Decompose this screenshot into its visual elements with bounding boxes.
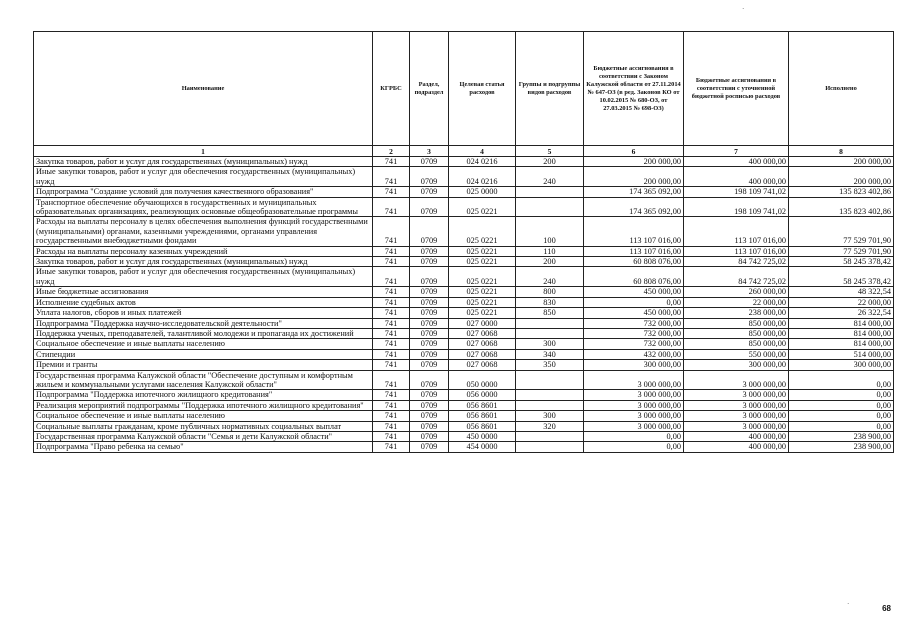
row-section-cell: 0709	[410, 217, 449, 246]
table-row	[34, 246, 894, 256]
row-group-cell: 240	[516, 267, 584, 287]
row-kgrbs-cell: 741	[373, 257, 410, 267]
row-kgrbs-cell: 741	[373, 246, 410, 256]
row-name-cell: Расходы на выплаты персоналу казенных учреждений	[34, 246, 373, 256]
row-section-cell: 0709	[410, 360, 449, 370]
table-row	[34, 197, 894, 217]
row-budget-law-cell: 732 000,00	[584, 318, 684, 328]
row-budget-refined-cell: 3 000 000,00	[684, 390, 789, 400]
row-executed-cell: 200 000,00	[789, 157, 894, 167]
row-name-cell: Иные закупки товаров, работ и услуг для обеспечения государственных (муниципальных) нужд	[34, 167, 373, 187]
row-budget-law-cell: 200 000,00	[584, 167, 684, 187]
row-budget-refined-cell: 3 000 000,00	[684, 370, 789, 390]
row-executed-cell: 22 000,00	[789, 297, 894, 307]
row-budget-law-cell: 732 000,00	[584, 339, 684, 349]
row-budget-law-cell: 0,00	[584, 297, 684, 307]
row-group-cell: 320	[516, 421, 584, 431]
row-name-cell: Государственная программа Калужской области "Обеспечение доступным и комфортным жильем и коммунальными услугами населения Калужской области"	[34, 370, 373, 390]
row-target-cell: 025 0221	[449, 287, 516, 297]
row-target-cell: 025 0221	[449, 257, 516, 267]
row-kgrbs-cell: 741	[373, 287, 410, 297]
row-kgrbs-cell: 741	[373, 442, 410, 452]
row-section-cell: 0709	[410, 318, 449, 328]
row-group-cell	[516, 328, 584, 338]
column-number: 8	[789, 146, 894, 157]
row-budget-refined-cell: 850 000,00	[684, 318, 789, 328]
row-group-cell	[516, 187, 584, 197]
header-target: Целевая статья расходов	[449, 32, 516, 146]
row-kgrbs-cell: 741	[373, 390, 410, 400]
row-group-cell: 830	[516, 297, 584, 307]
row-budget-refined-cell: 238 000,00	[684, 308, 789, 318]
row-name-cell: Социальные выплаты гражданам, кроме публичных нормативных социальных выплат	[34, 421, 373, 431]
row-budget-law-cell: 60 808 076,00	[584, 257, 684, 267]
row-target-cell: 027 0068	[449, 360, 516, 370]
row-name-cell: Иные закупки товаров, работ и услуг для обеспечения государственных (муниципальных) нужд	[34, 267, 373, 287]
row-group-cell	[516, 197, 584, 217]
row-name-cell: Транспортное обеспечение обучающихся в государственных и муниципальных образовательных организациях, реализующих основные общеобразовательные программы	[34, 197, 373, 217]
table-row	[34, 187, 894, 197]
row-kgrbs-cell: 741	[373, 157, 410, 167]
row-budget-refined-cell: 3 000 000,00	[684, 421, 789, 431]
row-section-cell: 0709	[410, 431, 449, 441]
table-row	[34, 360, 894, 370]
table-row	[34, 157, 894, 167]
row-budget-law-cell: 200 000,00	[584, 157, 684, 167]
row-budget-law-cell: 0,00	[584, 442, 684, 452]
row-target-cell: 025 0221	[449, 267, 516, 287]
row-budget-refined-cell: 550 000,00	[684, 349, 789, 359]
scan-speck: ·	[847, 600, 850, 608]
row-kgrbs-cell: 741	[373, 339, 410, 349]
row-kgrbs-cell: 741	[373, 421, 410, 431]
table-row	[34, 349, 894, 359]
row-target-cell: 056 0000	[449, 390, 516, 400]
row-executed-cell: 514 000,00	[789, 349, 894, 359]
row-budget-law-cell: 60 808 076,00	[584, 267, 684, 287]
row-name-cell: Премии и гранты	[34, 360, 373, 370]
table-row	[34, 257, 894, 267]
row-budget-law-cell: 3 000 000,00	[584, 421, 684, 431]
row-budget-law-cell: 0,00	[584, 431, 684, 441]
table-header-row	[34, 32, 894, 146]
row-target-cell: 025 0221	[449, 246, 516, 256]
row-name-cell: Стипендии	[34, 349, 373, 359]
row-name-cell: Расходы на выплаты персоналу в целях обеспечения выполнения функций государственными (муниципальными) органами, казенными учреждениями, органами управления государственными внебюджетными фондами	[34, 217, 373, 246]
row-executed-cell: 0,00	[789, 370, 894, 390]
row-section-cell: 0709	[410, 370, 449, 390]
row-group-cell: 800	[516, 287, 584, 297]
table-row	[34, 442, 894, 452]
row-target-cell: 027 0068	[449, 328, 516, 338]
row-name-cell: Иные бюджетные ассигнования	[34, 287, 373, 297]
row-section-cell: 0709	[410, 339, 449, 349]
row-executed-cell: 58 245 378,42	[789, 267, 894, 287]
row-section-cell: 0709	[410, 187, 449, 197]
row-group-cell	[516, 318, 584, 328]
row-group-cell	[516, 442, 584, 452]
column-number: 1	[34, 146, 373, 157]
row-executed-cell: 135 823 402,86	[789, 187, 894, 197]
row-section-cell: 0709	[410, 157, 449, 167]
table-row	[34, 390, 894, 400]
row-budget-refined-cell: 113 107 016,00	[684, 246, 789, 256]
row-group-cell: 350	[516, 360, 584, 370]
row-executed-cell: 200 000,00	[789, 167, 894, 187]
row-target-cell: 056 8601	[449, 400, 516, 410]
row-target-cell: 025 0221	[449, 197, 516, 217]
row-name-cell: Социальное обеспечение и иные выплаты населению	[34, 339, 373, 349]
row-name-cell: Исполнение судебных актов	[34, 297, 373, 307]
row-name-cell: Поддержка ученых, преподавателей, талантливой молодежи и пропаганда их достижений	[34, 328, 373, 338]
row-budget-refined-cell: 300 000,00	[684, 360, 789, 370]
row-section-cell: 0709	[410, 287, 449, 297]
row-name-cell: Подпрограмма "Поддержка научно-исследовательской деятельности"	[34, 318, 373, 328]
row-budget-refined-cell: 3 000 000,00	[684, 400, 789, 410]
row-target-cell: 025 0221	[449, 217, 516, 246]
row-name-cell: Социальное обеспечение и иные выплаты населению	[34, 411, 373, 421]
row-group-cell	[516, 400, 584, 410]
row-section-cell: 0709	[410, 442, 449, 452]
row-group-cell: 340	[516, 349, 584, 359]
header-executed: Исполнено	[789, 32, 894, 146]
row-executed-cell: 0,00	[789, 400, 894, 410]
row-kgrbs-cell: 741	[373, 400, 410, 410]
row-budget-refined-cell: 198 109 741,02	[684, 197, 789, 217]
row-budget-law-cell: 113 107 016,00	[584, 246, 684, 256]
row-budget-refined-cell: 400 000,00	[684, 167, 789, 187]
row-target-cell: 056 8601	[449, 411, 516, 421]
row-section-cell: 0709	[410, 167, 449, 187]
table-row	[34, 217, 894, 246]
row-executed-cell: 814 000,00	[789, 328, 894, 338]
row-budget-law-cell: 732 000,00	[584, 328, 684, 338]
row-target-cell: 056 8601	[449, 421, 516, 431]
column-number: 3	[410, 146, 449, 157]
row-kgrbs-cell: 741	[373, 431, 410, 441]
row-budget-law-cell: 3 000 000,00	[584, 370, 684, 390]
row-budget-refined-cell: 850 000,00	[684, 339, 789, 349]
scan-speck: ·	[742, 5, 745, 13]
row-group-cell: 200	[516, 157, 584, 167]
row-group-cell: 240	[516, 167, 584, 187]
table-row	[34, 431, 894, 441]
row-section-cell: 0709	[410, 421, 449, 431]
row-group-cell: 110	[516, 246, 584, 256]
row-kgrbs-cell: 741	[373, 297, 410, 307]
table-row	[34, 400, 894, 410]
row-name-cell: Подпрограмма "Право ребенка на семью"	[34, 442, 373, 452]
row-name-cell: Подпрограмма "Создание условий для получения качественного образования"	[34, 187, 373, 197]
row-budget-refined-cell: 113 107 016,00	[684, 217, 789, 246]
row-executed-cell: 0,00	[789, 411, 894, 421]
row-group-cell: 100	[516, 217, 584, 246]
row-group-cell: 200	[516, 257, 584, 267]
row-budget-law-cell: 432 000,00	[584, 349, 684, 359]
row-group-cell	[516, 370, 584, 390]
row-kgrbs-cell: 741	[373, 187, 410, 197]
row-executed-cell: 26 322,54	[789, 308, 894, 318]
row-budget-law-cell: 113 107 016,00	[584, 217, 684, 246]
row-budget-refined-cell: 400 000,00	[684, 157, 789, 167]
column-number: 7	[684, 146, 789, 157]
table-row	[34, 308, 894, 318]
column-number: 2	[373, 146, 410, 157]
row-budget-refined-cell: 84 742 725,02	[684, 267, 789, 287]
row-name-cell: Подпрограмма "Поддержка ипотечного жилищного кредитования"	[34, 390, 373, 400]
row-name-cell: Государственная программа Калужской области "Семья и дети Калужской области"	[34, 431, 373, 441]
row-budget-law-cell: 174 365 092,00	[584, 187, 684, 197]
row-target-cell: 024 0216	[449, 167, 516, 187]
table-row	[34, 421, 894, 431]
row-section-cell: 0709	[410, 308, 449, 318]
row-section-cell: 0709	[410, 400, 449, 410]
row-section-cell: 0709	[410, 297, 449, 307]
header-group: Группы и подгруппы видов расходов	[516, 32, 584, 146]
row-budget-refined-cell: 3 000 000,00	[684, 411, 789, 421]
row-kgrbs-cell: 741	[373, 349, 410, 359]
budget-sheet	[33, 31, 893, 453]
row-executed-cell: 238 900,00	[789, 442, 894, 452]
row-group-cell: 850	[516, 308, 584, 318]
row-section-cell: 0709	[410, 197, 449, 217]
row-section-cell: 0709	[410, 390, 449, 400]
row-name-cell: Уплата налогов, сборов и иных платежей	[34, 308, 373, 318]
table-row	[34, 318, 894, 328]
table-row	[34, 411, 894, 421]
row-kgrbs-cell: 741	[373, 411, 410, 421]
row-kgrbs-cell: 741	[373, 370, 410, 390]
table-row	[34, 267, 894, 287]
page-number: 68	[882, 604, 891, 613]
row-budget-refined-cell: 260 000,00	[684, 287, 789, 297]
row-section-cell: 0709	[410, 411, 449, 421]
row-budget-refined-cell: 400 000,00	[684, 442, 789, 452]
table-row	[34, 370, 894, 390]
row-name-cell: Закупка товаров, работ и услуг для государственных (муниципальных) нужд	[34, 257, 373, 267]
row-budget-refined-cell: 400 000,00	[684, 431, 789, 441]
row-target-cell: 025 0000	[449, 187, 516, 197]
table-row	[34, 297, 894, 307]
row-budget-refined-cell: 850 000,00	[684, 328, 789, 338]
row-executed-cell: 58 245 378,42	[789, 257, 894, 267]
table-row	[34, 339, 894, 349]
row-kgrbs-cell: 741	[373, 267, 410, 287]
row-executed-cell: 77 529 701,90	[789, 246, 894, 256]
row-kgrbs-cell: 741	[373, 217, 410, 246]
row-budget-refined-cell: 198 109 741,02	[684, 187, 789, 197]
row-name-cell: Реализация мероприятий подпрограммы "Поддержка ипотечного жилищного кредитования"	[34, 400, 373, 410]
row-executed-cell: 0,00	[789, 421, 894, 431]
row-group-cell	[516, 431, 584, 441]
row-section-cell: 0709	[410, 349, 449, 359]
row-target-cell: 027 0068	[449, 349, 516, 359]
row-name-cell: Закупка товаров, работ и услуг для государственных (муниципальных) нужд	[34, 157, 373, 167]
row-target-cell: 025 0221	[449, 297, 516, 307]
row-section-cell: 0709	[410, 328, 449, 338]
row-budget-law-cell: 3 000 000,00	[584, 390, 684, 400]
row-group-cell: 300	[516, 411, 584, 421]
header-budget-law: Бюджетные ассигнования в соответствии с Законом Калужской области от 27.11.2014 № 647-ОЗ (в ред. Законов КО от 10.02.2015 № 680-ОЗ, от 27.03.2015 № 698-ОЗ)	[584, 32, 684, 146]
row-executed-cell: 300 000,00	[789, 360, 894, 370]
row-kgrbs-cell: 741	[373, 318, 410, 328]
row-budget-law-cell: 3 000 000,00	[584, 400, 684, 410]
column-number-row	[34, 146, 894, 157]
row-executed-cell: 0,00	[789, 390, 894, 400]
column-number: 4	[449, 146, 516, 157]
row-executed-cell: 814 000,00	[789, 318, 894, 328]
row-target-cell: 027 0000	[449, 318, 516, 328]
row-budget-law-cell: 174 365 092,00	[584, 197, 684, 217]
row-kgrbs-cell: 741	[373, 167, 410, 187]
row-section-cell: 0709	[410, 267, 449, 287]
row-group-cell	[516, 390, 584, 400]
table-row	[34, 287, 894, 297]
row-kgrbs-cell: 741	[373, 308, 410, 318]
row-executed-cell: 238 900,00	[789, 431, 894, 441]
row-budget-law-cell: 3 000 000,00	[584, 411, 684, 421]
row-executed-cell: 135 823 402,86	[789, 197, 894, 217]
row-kgrbs-cell: 741	[373, 328, 410, 338]
row-target-cell: 027 0068	[449, 339, 516, 349]
table-row	[34, 167, 894, 187]
row-executed-cell: 48 322,54	[789, 287, 894, 297]
row-target-cell: 454 0000	[449, 442, 516, 452]
header-kgrbs: КГРБС	[373, 32, 410, 146]
row-executed-cell: 77 529 701,90	[789, 217, 894, 246]
row-target-cell: 050 0000	[449, 370, 516, 390]
row-kgrbs-cell: 741	[373, 360, 410, 370]
row-target-cell: 024 0216	[449, 157, 516, 167]
row-section-cell: 0709	[410, 257, 449, 267]
row-kgrbs-cell: 741	[373, 197, 410, 217]
header-section: Раздел, подраздел	[410, 32, 449, 146]
table-body	[34, 157, 894, 453]
header-budget-refined: Бюджетные ассигнования в соответствии с уточненной бюджетной росписью расходов	[684, 32, 789, 146]
table-row	[34, 328, 894, 338]
column-number: 6	[584, 146, 684, 157]
budget-table	[33, 31, 894, 453]
row-budget-refined-cell: 84 742 725,02	[684, 257, 789, 267]
column-number: 5	[516, 146, 584, 157]
row-section-cell: 0709	[410, 246, 449, 256]
row-executed-cell: 814 000,00	[789, 339, 894, 349]
row-budget-law-cell: 300 000,00	[584, 360, 684, 370]
row-group-cell: 300	[516, 339, 584, 349]
row-budget-law-cell: 450 000,00	[584, 287, 684, 297]
header-name: Наименование	[34, 32, 373, 146]
row-budget-law-cell: 450 000,00	[584, 308, 684, 318]
row-budget-refined-cell: 22 000,00	[684, 297, 789, 307]
row-target-cell: 450 0000	[449, 431, 516, 441]
row-target-cell: 025 0221	[449, 308, 516, 318]
